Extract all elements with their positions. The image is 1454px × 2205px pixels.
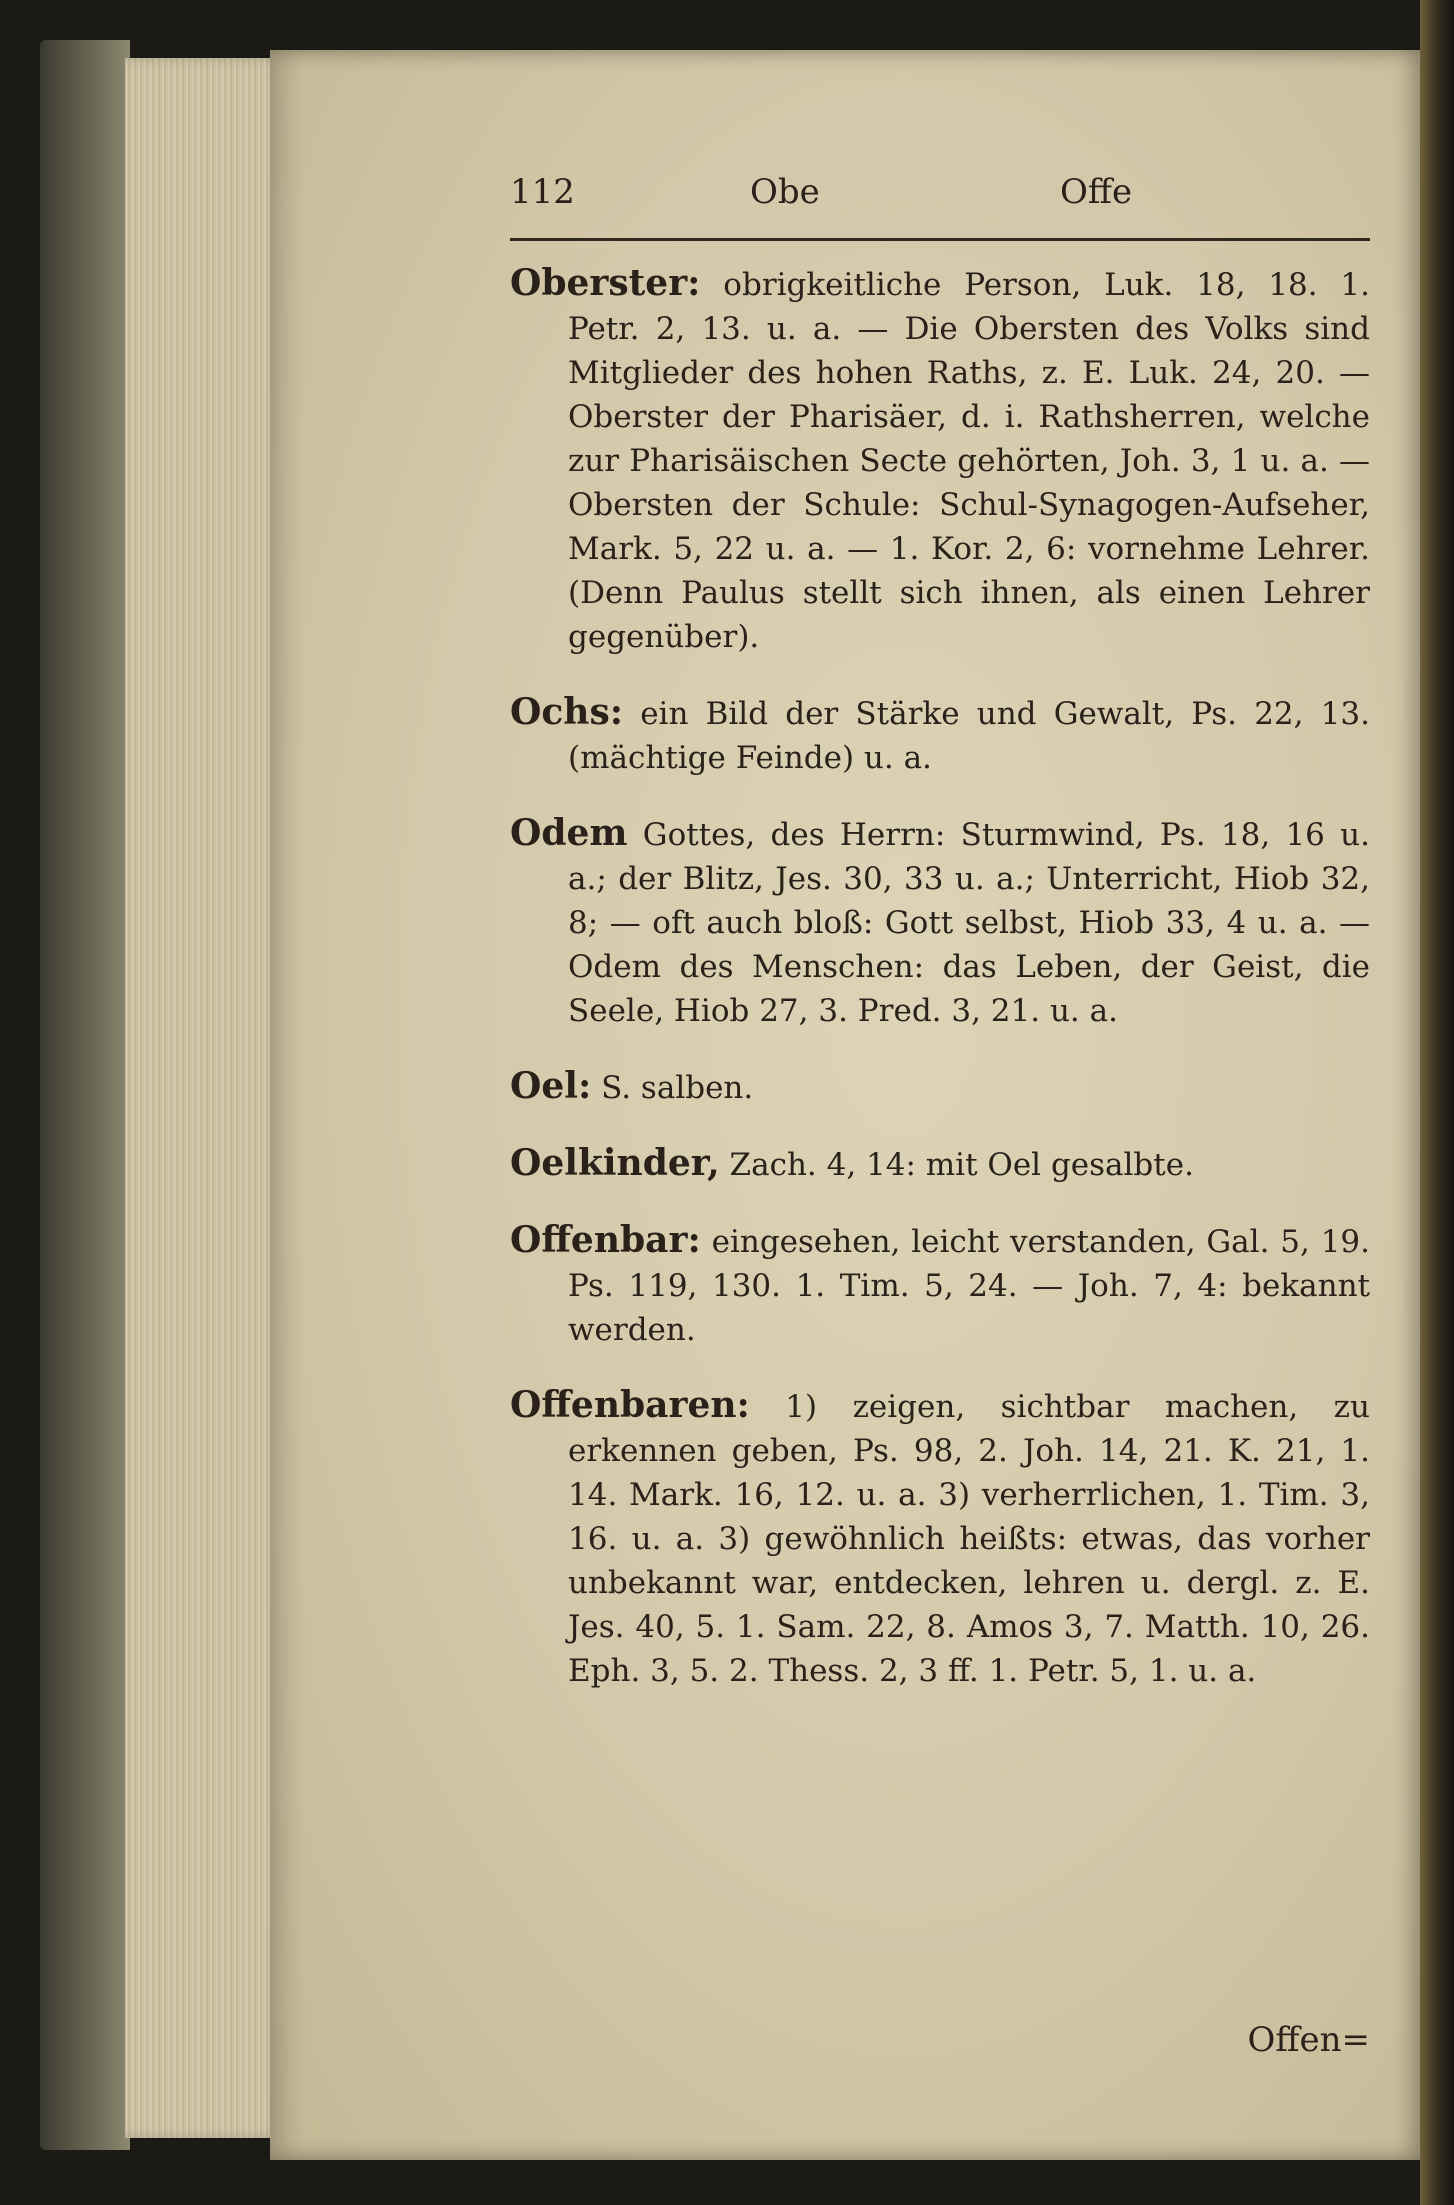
entry-definition: obrigkeitliche Person, Luk. 18, 18. 1. Petr. 2, 13. u. a. — Die Obersten des Volks sind Mitglieder des hohen Raths, z. E. Luk. 24, 20. — Oberster der Pharisäer, d. i. Rathsherren, welche zur Pharisäischen Secte gehörten, Joh. 3, 1 u. a. — Obersten der Schule: Schul-Synagogen-Aufseher, Mark. 5, 22 u. a. — 1. Kor. 2, 6: vornehme Lehrer. (Denn Paulus stellt sich ihnen, als einen Lehrer gegenüber).: [568, 267, 1370, 655]
header-rule: [510, 238, 1370, 241]
entry-definition: eingesehen, leicht verstanden, Gal. 5, 19. Ps. 119, 130. 1. Tim. 5, 24. — Joh. 7, 4: bekannt werden.: [568, 1224, 1370, 1348]
guide-word-right: Offe: [1060, 172, 1133, 212]
entry-term: Ochs:: [510, 691, 624, 733]
guide-word-left: Obe: [750, 172, 820, 212]
entry-term: Oberster:: [510, 262, 701, 304]
book-cover-edge: [40, 40, 130, 2150]
page-stack-edges: [125, 58, 285, 2138]
entry-definition: Gottes, des Herrn: Sturmwind, Ps. 18, 16 u. a.; der Blitz, Jes. 30, 33 u. a.; Unterricht, Hiob 32, 8; — oft auch bloß: Gott selbst, Hiob 33, 4 u. a. — Odem des Menschen: das Leben, der Geist, die Seele, Hiob 27, 3. Pred. 3, 21. u. a.: [568, 817, 1370, 1029]
entry-oelkinder: [510, 1141, 1370, 1187]
catchword: Offen=: [1247, 2020, 1370, 2060]
entry-oel: [510, 1064, 1370, 1110]
entry-offenbaren: [510, 1383, 1370, 1693]
entry-term: Offenbaren:: [510, 1384, 750, 1426]
entry-definition: Zach. 4, 14: mit Oel gesalbte.: [719, 1147, 1194, 1183]
entry-offenbar: [510, 1218, 1370, 1352]
entry-definition: ein Bild der Stärke und Gewalt, Ps. 22, 13. (mächtige Feinde) u. a.: [568, 696, 1370, 776]
page-content: [510, 160, 1370, 2060]
entry-term: Odem: [510, 812, 628, 854]
entry-term: Offenbar:: [510, 1219, 701, 1261]
entry-odem: [510, 811, 1370, 1033]
running-header: [510, 160, 1370, 230]
book-gutter-shadow: [1420, 0, 1454, 2205]
entry-definition: 1) zeigen, sichtbar machen, zu erkennen geben, Ps. 98, 2. Joh. 14, 21. K. 21, 1. 14. Mark. 16, 12. u. a. 3) verherrlichen, 1. Tim. 3, 16. u. a. 3) gewöhnlich heißts: etwas, das vorher unbekannt war, entdecken, lehren u. dergl. z. E. Jes. 40, 5. 1. Sam. 22, 8. Amos 3, 7. Matth. 10, 26. Eph. 3, 5. 2. Thess. 2, 3 ff. 1. Petr. 5, 1. u. a.: [568, 1389, 1370, 1689]
entry-definition: S. salben.: [591, 1070, 754, 1106]
entry-term: Oelkinder,: [510, 1142, 720, 1184]
page-number: 112: [510, 172, 575, 212]
entry-oberster: [510, 261, 1370, 659]
entry-ochs: [510, 690, 1370, 780]
dictionary-entries: [510, 261, 1370, 1693]
entry-term: Oel:: [510, 1065, 592, 1107]
